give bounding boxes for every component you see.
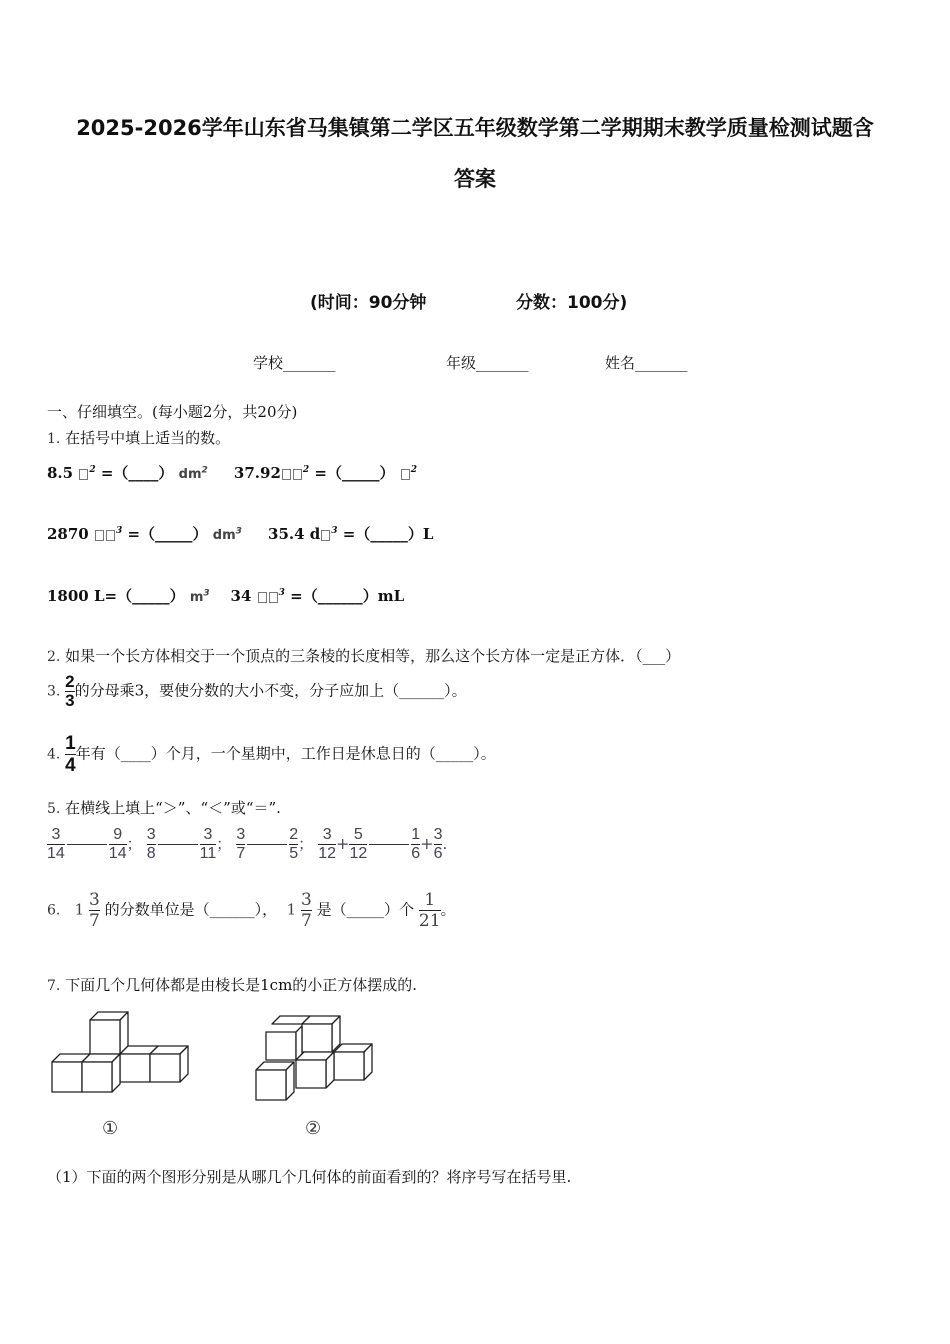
numerator: 3 (236, 826, 246, 843)
compare-blank[interactable] (369, 844, 409, 845)
denominator: 12 (318, 845, 337, 862)
denominator: 21 (418, 911, 441, 931)
numerator: 3 (89, 890, 100, 910)
value: 35.4 d (268, 525, 321, 543)
figure-label-1: ① (102, 1118, 119, 1139)
question-3 (47, 673, 467, 710)
exponent: 2 (410, 465, 417, 475)
question-4 (47, 733, 496, 776)
q5-comparisons (47, 826, 447, 863)
mixed-whole: 1 (74, 900, 85, 919)
denominator: 7 (301, 911, 312, 931)
fraction (419, 890, 441, 931)
cube-face (334, 1052, 364, 1080)
unit-placeholder-icon (258, 592, 267, 603)
numerator: 9 (113, 826, 123, 843)
figure-label-2: ② (305, 1118, 322, 1139)
section-heading: 一、仔细填空。(每小题2分，共20分) (47, 403, 298, 421)
numerator: 3 (301, 890, 312, 910)
answer-blank[interactable]: =（______）mL (290, 587, 405, 605)
question-text: 的分母乘3，要使分数的大小不变，分子应加上（______）。 (74, 681, 467, 700)
denominator: 5 (289, 845, 299, 862)
unit-placeholder-icon (79, 469, 88, 480)
compare-blank[interactable] (158, 844, 198, 845)
question-5 (47, 797, 281, 818)
question-number: 4. (47, 746, 61, 763)
numerator: 3 (146, 826, 156, 843)
plus-sign: + (420, 834, 434, 853)
cube-figure-1 (48, 1010, 198, 1096)
cube-face (256, 1070, 286, 1100)
question-text: 在横线上填上“＞”、“＜”或“＝”. (65, 799, 281, 817)
q1-row3 (47, 585, 404, 606)
question-number: 5. (47, 801, 61, 817)
value: 8.5 (47, 464, 74, 482)
exponent: 3 (235, 526, 242, 537)
cube-face (120, 1054, 150, 1082)
value: 2870 (47, 525, 89, 543)
question-7 (47, 974, 417, 995)
separator: ； (298, 835, 314, 853)
answer-blank[interactable]: 1800 L=（_____） (47, 587, 185, 605)
exponent: 3 (115, 526, 123, 536)
denominator: 11 (199, 845, 217, 862)
denominator: 6 (433, 845, 443, 862)
cube-figure-2 (250, 1010, 382, 1106)
compare-blank[interactable] (67, 844, 107, 845)
fraction (147, 826, 156, 863)
value: 34 (230, 587, 252, 605)
unit-placeholder-icon (95, 530, 104, 541)
denominator: 8 (146, 845, 156, 862)
unit-placeholder-icon (269, 592, 278, 603)
fraction (289, 826, 298, 863)
denominator: 14 (108, 845, 127, 862)
question-text: 是（_____）个 (316, 900, 415, 919)
fraction (301, 890, 312, 931)
school-field[interactable]: 学校_______ (253, 354, 336, 372)
unit-text: dm (212, 528, 236, 543)
cube-face (90, 1020, 120, 1054)
numerator: 3 (322, 826, 332, 843)
numerator: 1 (65, 733, 76, 754)
answer-blank[interactable]: =（____） (100, 464, 174, 482)
question-number: 1. (47, 431, 61, 447)
question-2 (47, 645, 680, 666)
fraction (411, 826, 420, 863)
answer-blank[interactable]: =（_____）L (342, 525, 434, 543)
unit (179, 467, 208, 482)
period: . (442, 835, 448, 853)
separator: ； (216, 835, 232, 853)
denominator: 14 (47, 845, 65, 862)
unit-placeholder-icon (282, 469, 291, 480)
question-6 (47, 890, 456, 931)
fraction (318, 826, 336, 863)
unit-placeholder-icon (401, 469, 410, 480)
fraction (200, 826, 217, 863)
denominator: 7 (236, 845, 246, 862)
exponent: 2 (302, 465, 310, 475)
page-title: 2025-2026学年山东省马集镇第二学区五年级数学第二学期期末教学质量检测试题含 (76, 116, 874, 140)
q1-row1 (47, 462, 417, 483)
compare-blank[interactable] (247, 844, 287, 845)
q1-row2 (47, 523, 433, 544)
value: 37.92 (233, 464, 281, 482)
separator: ； (126, 835, 142, 853)
unit-placeholder-icon (321, 530, 330, 541)
fraction (236, 826, 245, 863)
question-number: 3. (47, 683, 61, 700)
unit (213, 528, 242, 543)
unit-placeholder-icon (106, 530, 115, 541)
numerator: 1 (411, 826, 421, 843)
exponent: 3 (331, 526, 338, 536)
numerator: 1 (424, 890, 436, 910)
numerator: 3 (203, 826, 213, 843)
answer-blank[interactable]: =（_____） (314, 464, 395, 482)
cube-face (302, 1024, 332, 1052)
exponent: 3 (278, 588, 285, 598)
denominator: 3 (65, 691, 75, 710)
exponent: 3 (203, 588, 210, 599)
exponent: 2 (201, 465, 208, 476)
answer-blank[interactable]: =（_____） (127, 525, 208, 543)
fraction (349, 826, 367, 863)
exam-time: (时间：90分钟 (310, 293, 427, 313)
question-text: 年有（____）个月，一个星期中，工作日是休息日的（_____）。 (75, 744, 496, 763)
question-text: 如果一个长方体相交于一个顶点的三条棱的长度相等，那么这个长方体一定是正方体．（___） (65, 647, 681, 665)
question-text: 的分数单位是（______）， (104, 900, 278, 919)
fraction (65, 733, 76, 776)
exponent: 2 (89, 465, 96, 475)
question-text: 在括号中填上适当的数。 (65, 429, 231, 447)
denominator: 7 (89, 911, 100, 931)
fraction (47, 826, 65, 863)
cube-face (296, 1060, 326, 1088)
cube-face (82, 1062, 112, 1092)
cube-face (52, 1062, 82, 1092)
period: 。 (440, 900, 456, 919)
numerator: 2 (65, 672, 75, 691)
numerator: 3 (433, 826, 443, 843)
question-number: 7. (47, 978, 61, 994)
fraction (89, 890, 100, 931)
plus-sign: + (336, 834, 350, 853)
exam-score: 分数：100分) (516, 293, 628, 313)
numerator: 3 (51, 826, 61, 843)
cube-face (150, 1054, 180, 1082)
numerator: 2 (289, 826, 299, 843)
unit-text: m (189, 590, 204, 605)
question-number: 6. (47, 902, 61, 919)
denominator: 6 (411, 845, 421, 862)
grade-field[interactable]: 年级_______ (446, 354, 529, 372)
numerator: 5 (353, 826, 363, 843)
name-field[interactable]: 姓名_______ (605, 354, 688, 372)
question-1 (47, 427, 230, 448)
mixed-whole: 1 (286, 900, 297, 919)
question-number: 2. (47, 649, 61, 665)
unit-text: dm (178, 467, 202, 482)
denominator: 4 (65, 755, 76, 776)
denominator: 12 (349, 845, 368, 862)
cube-face (266, 1032, 296, 1060)
unit (190, 590, 210, 605)
question-text: 下面几个几何体都是由棱长是1cm的小正方体摆成的. (65, 976, 418, 994)
sub-question-1: （1）下面的两个图形分别是从哪几个几何体的前面看到的？将序号写在括号里. (47, 1168, 572, 1186)
fraction (65, 673, 74, 710)
unit-placeholder-icon (293, 469, 302, 480)
page-title-line2: 答案 (454, 167, 496, 191)
fraction (109, 826, 127, 863)
